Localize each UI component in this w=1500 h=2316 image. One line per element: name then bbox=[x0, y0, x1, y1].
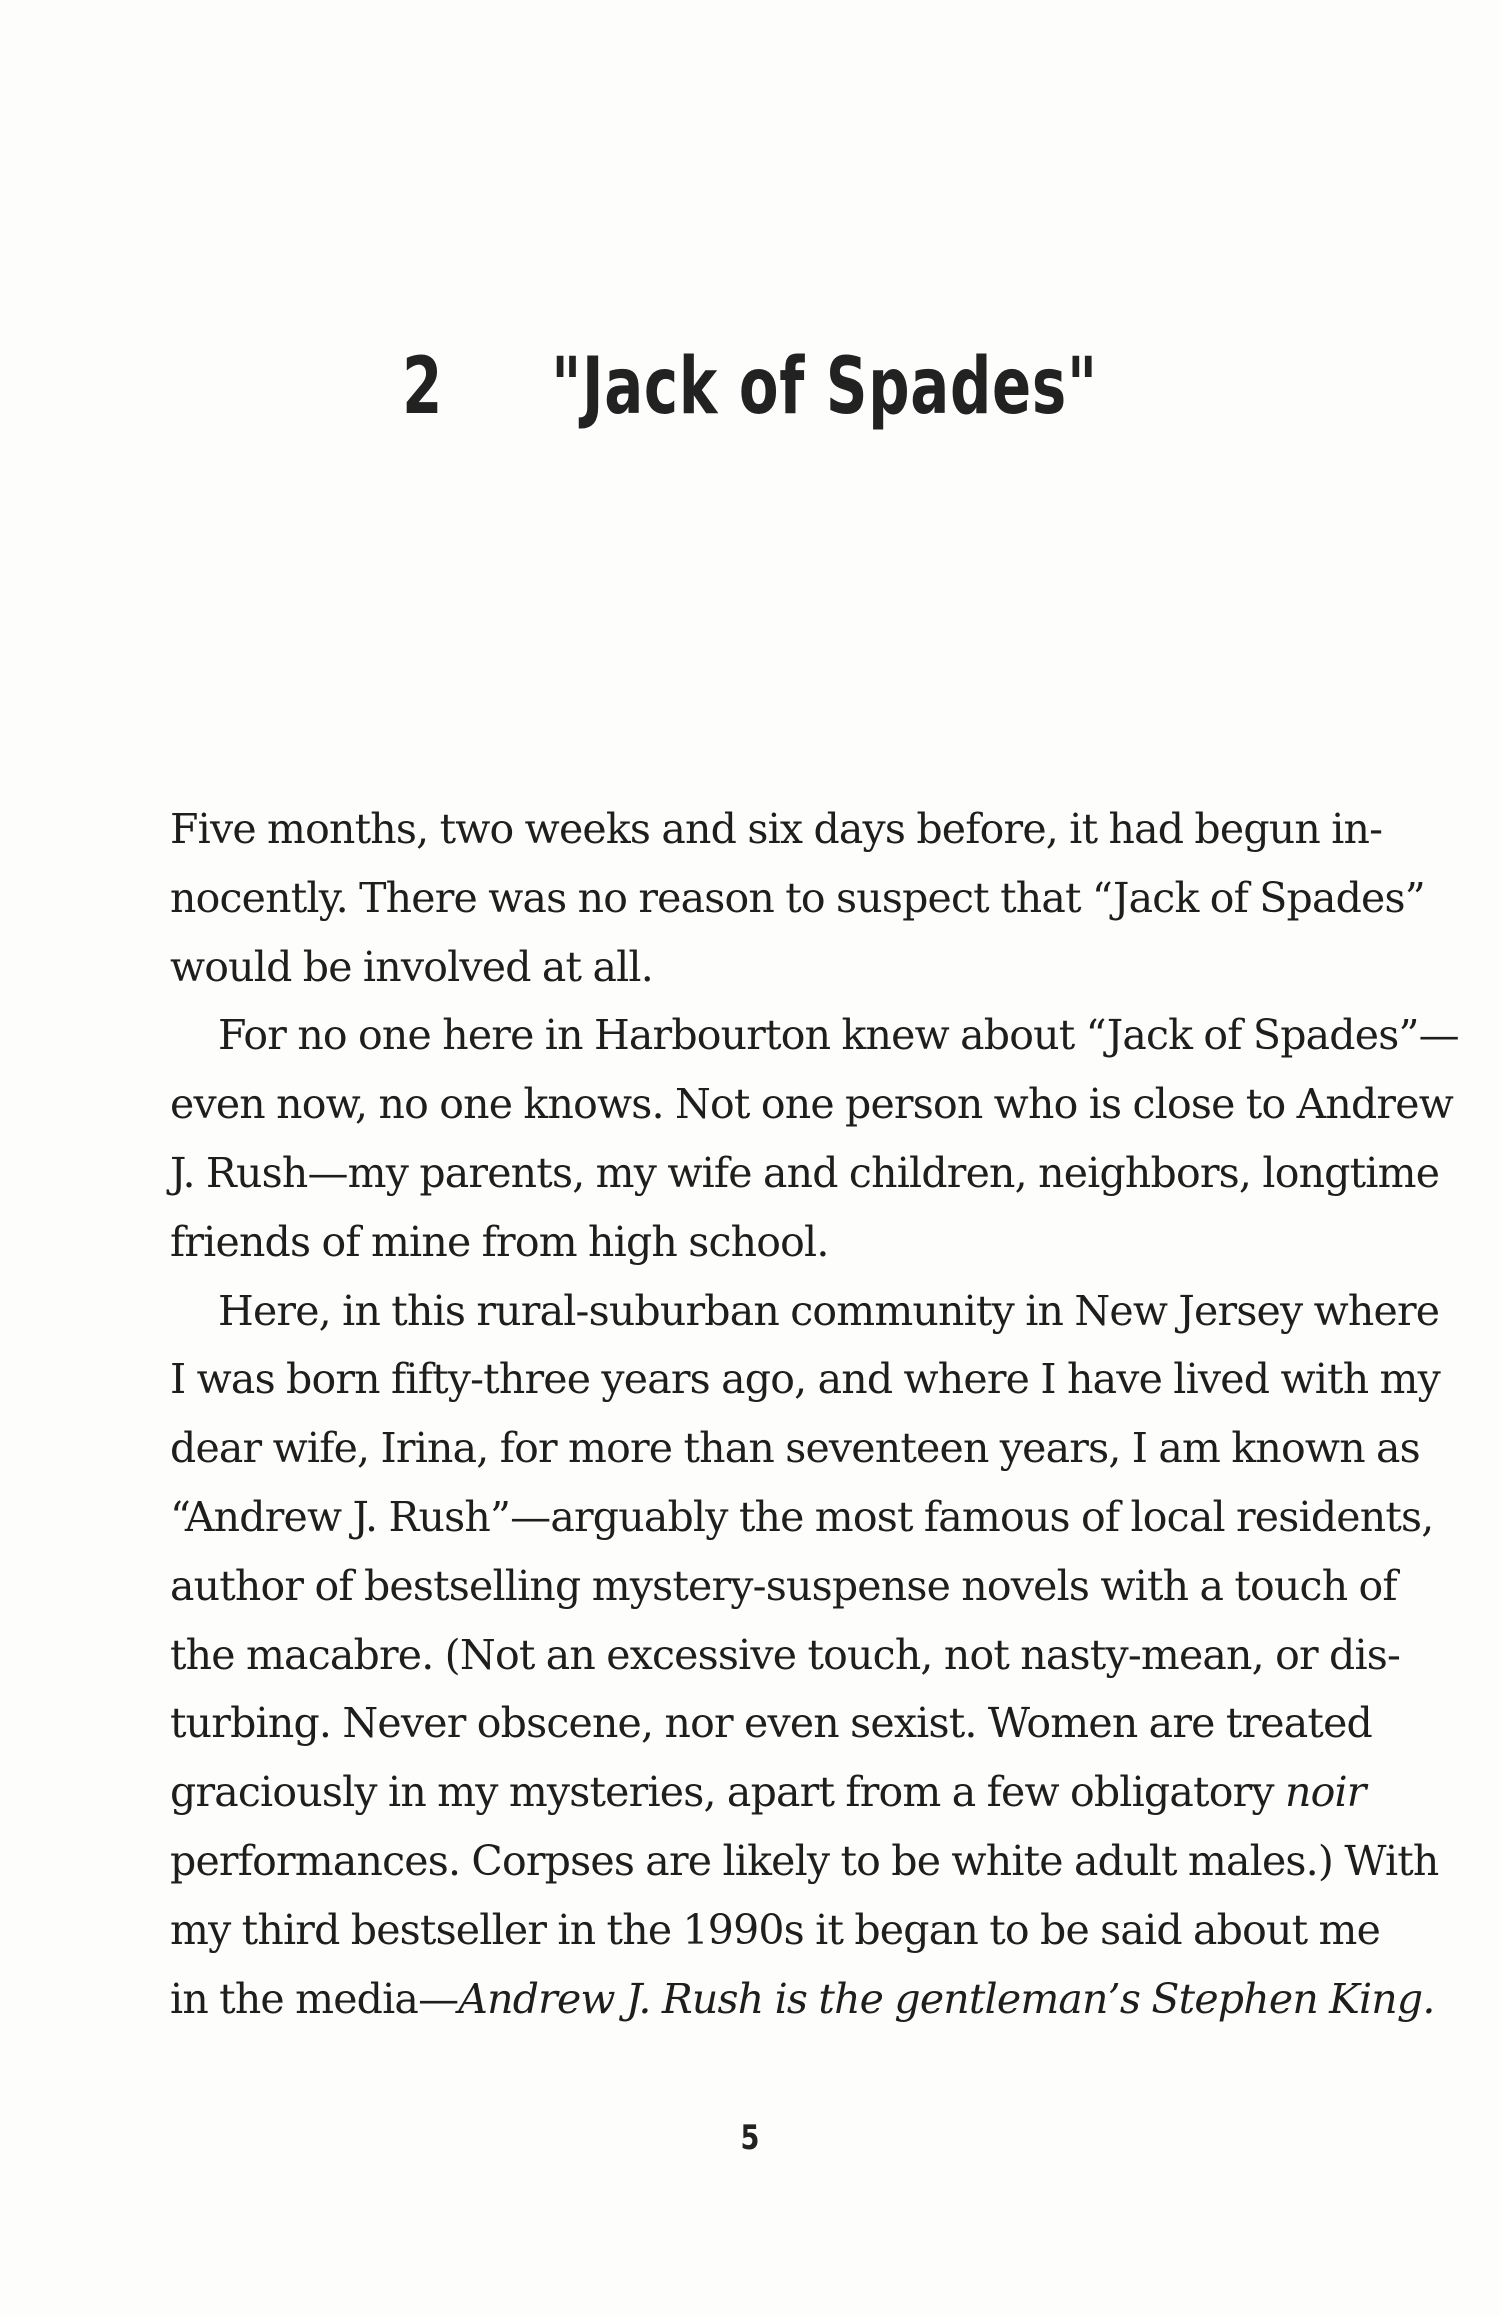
text-segment: in the media— bbox=[170, 1974, 459, 2023]
paragraph-1 bbox=[170, 795, 1425, 1001]
text-line: For no one here in Harbourton knew about “Jack of Spades”— bbox=[218, 1011, 1459, 1060]
text-segment: graciously in my mysteries, apart from a few obligatory bbox=[170, 1768, 1274, 1817]
text-line-with-italic bbox=[170, 1965, 1435, 2034]
text-line: friends of mine from high school. bbox=[170, 1217, 829, 1266]
text-line: Here, in this rural-suburban community in New Jersey where bbox=[218, 1286, 1440, 1335]
chapter-body bbox=[170, 795, 1459, 2033]
text-line: my third bestseller in the 1990s it began to be said about me bbox=[170, 1905, 1381, 1954]
chapter-number: 2 bbox=[402, 342, 444, 432]
text-line-with-italic bbox=[170, 1758, 1366, 1827]
text-line: the macabre. (Not an excessive touch, not nasty-mean, or dis- bbox=[170, 1630, 1401, 1679]
paragraph-3 bbox=[170, 1277, 1441, 2034]
text-line: I was born fifty-three years ago, and where I have lived with my bbox=[170, 1355, 1441, 1404]
italic-word: noir bbox=[1284, 1768, 1366, 1817]
text-line: turbing. Never obscene, nor even sexist. Women are treated bbox=[170, 1699, 1372, 1748]
text-line: J. Rush—my parents, my wife and children, neighbors, longtime bbox=[170, 1148, 1440, 1197]
page-number: 5 bbox=[740, 2118, 760, 2158]
text-line: nocently. There was no reason to suspect that “Jack of Spades” bbox=[170, 873, 1425, 922]
chapter-title: "Jack of Spades" bbox=[551, 342, 1098, 432]
text-line: “Andrew J. Rush”—arguably the most famous of local residents, bbox=[170, 1492, 1434, 1541]
text-line: author of bestselling mystery-suspense novels with a touch of bbox=[170, 1561, 1397, 1610]
text-line: performances. Corpses are likely to be white adult males.) With bbox=[170, 1836, 1439, 1885]
chapter-heading bbox=[195, 342, 1305, 432]
paragraph-2 bbox=[170, 1001, 1459, 1276]
text-line: dear wife, Irina, for more than seventeen years, I am known as bbox=[170, 1424, 1420, 1473]
text-line: even now, no one knows. Not one person who is close to Andrew bbox=[170, 1080, 1453, 1129]
italic-quote: Andrew J. Rush is the gentleman’s Stephen King. bbox=[458, 1974, 1435, 2023]
text-line: would be involved at all. bbox=[170, 942, 653, 991]
text-line: Five months, two weeks and six days before, it had begun in- bbox=[170, 805, 1383, 853]
